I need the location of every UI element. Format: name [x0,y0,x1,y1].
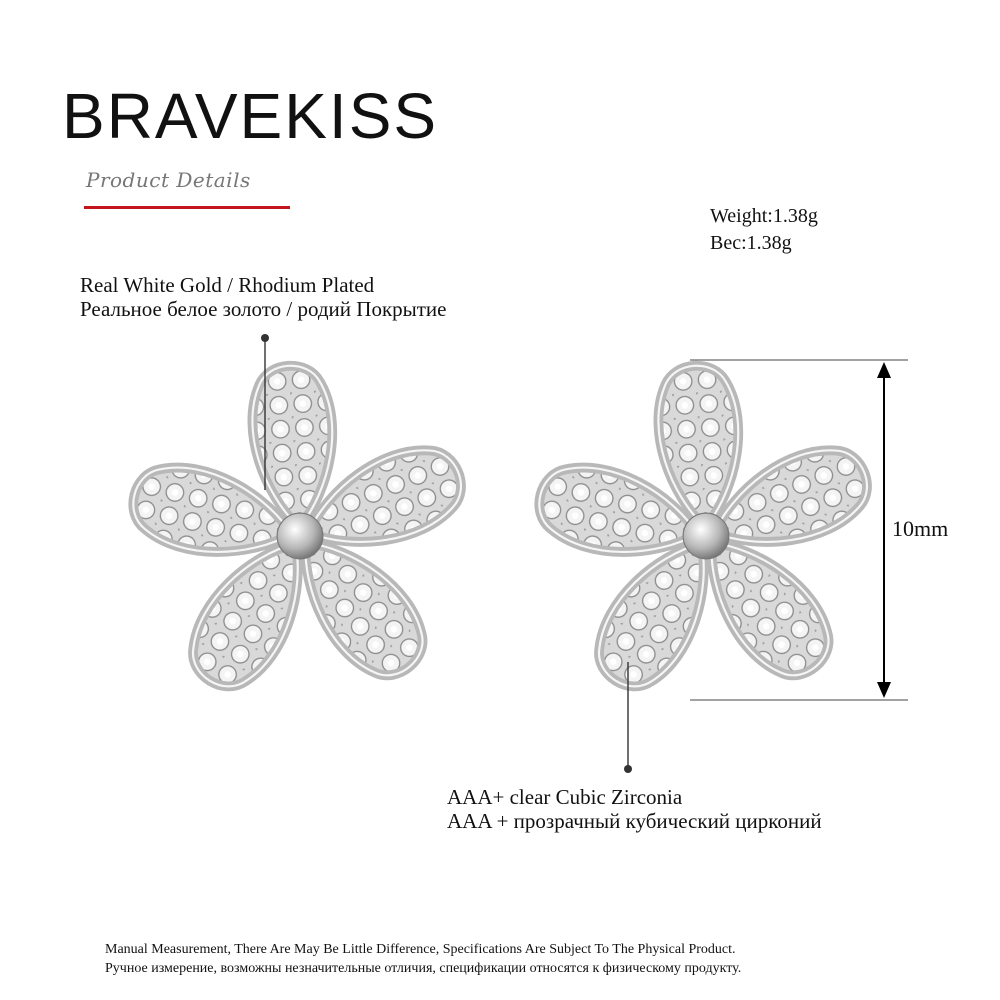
callout-stones-ru: AAA + прозрачный кубический цирконий [447,809,822,833]
earring-right [520,354,891,709]
brand-logo-text: BRAVEKISS [62,80,439,152]
disclaimer-ru: Ручное измерение, возможны незначительные отличия, спецификации относятся к физическому продукту. [105,961,742,976]
spec-weight: Weight:1.38g [710,205,818,227]
subtitle-underline [84,206,290,209]
dimension-label: 10mm [892,516,949,541]
earring-left [114,354,485,709]
spec-block [710,203,818,257]
section-subtitle: Product Details [86,168,251,192]
disclaimer [105,940,985,978]
spec-weight-ru: Bec:1.38g [710,232,792,254]
callout-plating-ru: Реальное белое золото / родий Покрытие [80,297,447,321]
callout-plating [80,273,447,321]
disclaimer-en: Manual Measurement, There Are May Be Little Difference, Specifications Are Subject To The Physical Product. [105,942,736,957]
callout-stones [447,785,822,833]
callout-plating-en: Real White Gold / Rhodium Plated [80,273,375,297]
callout-stones-en: AAA+ clear Cubic Zirconia [447,785,683,809]
